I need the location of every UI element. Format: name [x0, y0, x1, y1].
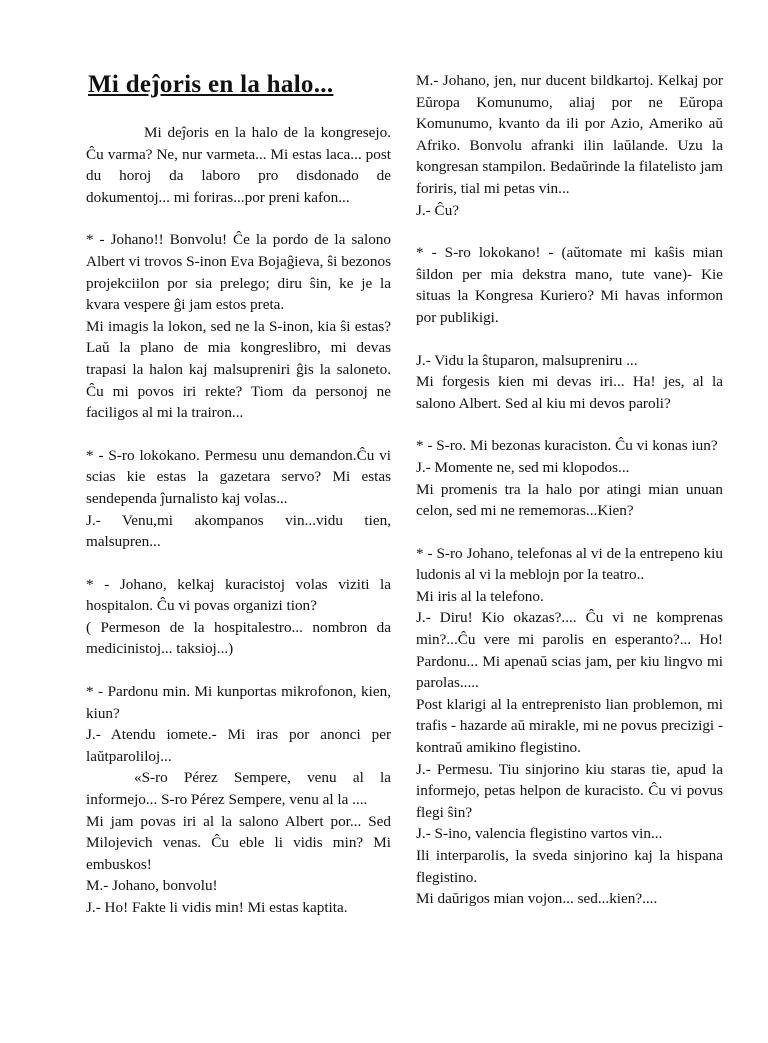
paragraph: M.- Johano, bonvolu!	[86, 877, 218, 895]
paragraph: J.- Ho! Fakte li vidis min! Mi estas kaptita.	[86, 899, 348, 916]
paragraph: J.- Vidu la ŝtuparon, malsupreniru ...	[416, 351, 638, 369]
paragraph: M.- Johano, jen, nur ducent bildkartoj. Kelkaj por Eŭropa Komunumo, aliaj por ne Eŭropa Komunumo, kvanto da ili por Azio, Ameriko aŭ Afriko. Bonvolu afranki ilin laŭlande. Uzu la kongresan stampilon. Bedaŭrinde la filatelisto jam foriris, tial mi petas vin...	[416, 72, 723, 197]
paragraph: «S-ro Pérez Sempere, venu al la informejo... S-ro Pérez Sempere, venu al la ....	[86, 769, 391, 809]
paragraph: * - S-ro lokokano! - (aŭtomate mi kaŝis mian ŝildon per mia dekstra mano, tute vane)- Kie situas la Kongresa Kuriero? Mi havas informon por publikigi.	[416, 244, 723, 326]
paragraph: Mi iris al la telefono.	[416, 587, 544, 605]
paragraph: Ili interparolis, la sveda sinjorino kaj la hispana flegistino.	[416, 847, 723, 886]
paragraph: ( Permeson de la hospitalestro... nombron da medicinistoj... taksioj...)	[86, 618, 391, 658]
paragraph: J.- Momente ne, sed mi klopodos...	[416, 458, 630, 476]
paragraph: J.- Atendu iomete.- Mi iras por anonci per laŭtparoliloj...	[86, 726, 391, 765]
paragraph: J.- Venu,mi akompanos vin...vidu tien, malsupren...	[86, 511, 391, 551]
paragraph: J.- Permesu. Tiu sinjorino kiu staras tie, apud la informejo, petas helpon de kuracisto. Ĉu vi povus flegi ŝin?	[416, 760, 723, 821]
paragraph: * - Pardonu min. Mi kunportas mikrofonon, kien, kiun?	[86, 683, 391, 722]
paragraph: Mi deĵoris en la halo de la kongresejo. Ĉu varma? Ne, nur varmeta... Mi estas laca... post du horoj da laboro pro disdonado de dokumentoj... mi foriras...por preni kafon...	[86, 124, 391, 206]
paragraph: * - S-ro lokokano. Permesu unu demandon.Ĉu vi scias kie estas la gazetara servo? Mi estas sendependa ĵurnalisto kaj volas...	[86, 446, 391, 507]
paragraph: J.- S-ino, valencia flegistino vartos vin...	[416, 825, 663, 843]
paragraph: * - Johano, kelkaj kuracistoj volas viziti la hospitalon. Ĉu vi povas organizi tion?	[86, 575, 391, 615]
paragraph: Post klarigi al la entreprenisto lian problemon, mi trafis - hazarde aŭ mirakle, mi ne povus precizigi - kontraŭ amikino flegistino.	[416, 695, 723, 757]
paragraph: * - S-ro. Mi bezonas kuraciston. Ĉu vi konas iun?	[416, 437, 718, 455]
paragraph: J.- Diru! Kio okazas?.... Ĉu vi ne komprenas min?...Ĉu vere mi parolis en esperanto?... Ho! Pardonu... Mi apenaŭ scias jam, per kiu lingvo mi parolas.....	[416, 609, 723, 692]
article-title: Mi deĵoris en la halo...	[88, 71, 334, 98]
paragraph: Mi jam povas iri al la salono Albert por... Sed Milojevich venas. Ĉu eble li vidis min? Mi embuskos!	[86, 812, 391, 873]
right-column	[416, 70, 723, 910]
paragraph: * - Johano!! Bonvolu! Ĉe la pordo de la salono Albert vi trovos S-inon Eva Bojaĝieva, ŝi bezonos projekciilon por sia prelego; diru ŝin, ke je la kvara vespere ĝi jam estos preta.	[86, 231, 391, 314]
paragraph: * - S-ro Johano, telefonas al vi de la entrepeno kiu ludonis al vi la meblojn por la teatro..	[416, 544, 723, 584]
paragraph: Mi imagis la lokon, sed ne la S-inon, kia ŝi estas? Laŭ la plano de mia kongreslibro, mi devas trapasi la halon kaj malsupreniri ĝis la saloneto. Ĉu mi povos iri rekte? Tiom da personoj ne faciligos al mi la trairon...	[86, 317, 391, 422]
paragraph: Mi forgesis kien mi devas iri... Ha! jes, al la salono Albert. Sed al kiu mi devos paroli?	[416, 373, 723, 412]
left-column	[86, 70, 391, 919]
paragraph: J.- Ĉu?	[416, 201, 460, 219]
paragraph: Mi daŭrigos mian vojon... sed...kien?....	[416, 890, 658, 908]
paragraph: Mi promenis tra la halo por atingi mian unuan celon, sed mi ne rememoras...Kien?	[416, 480, 723, 520]
